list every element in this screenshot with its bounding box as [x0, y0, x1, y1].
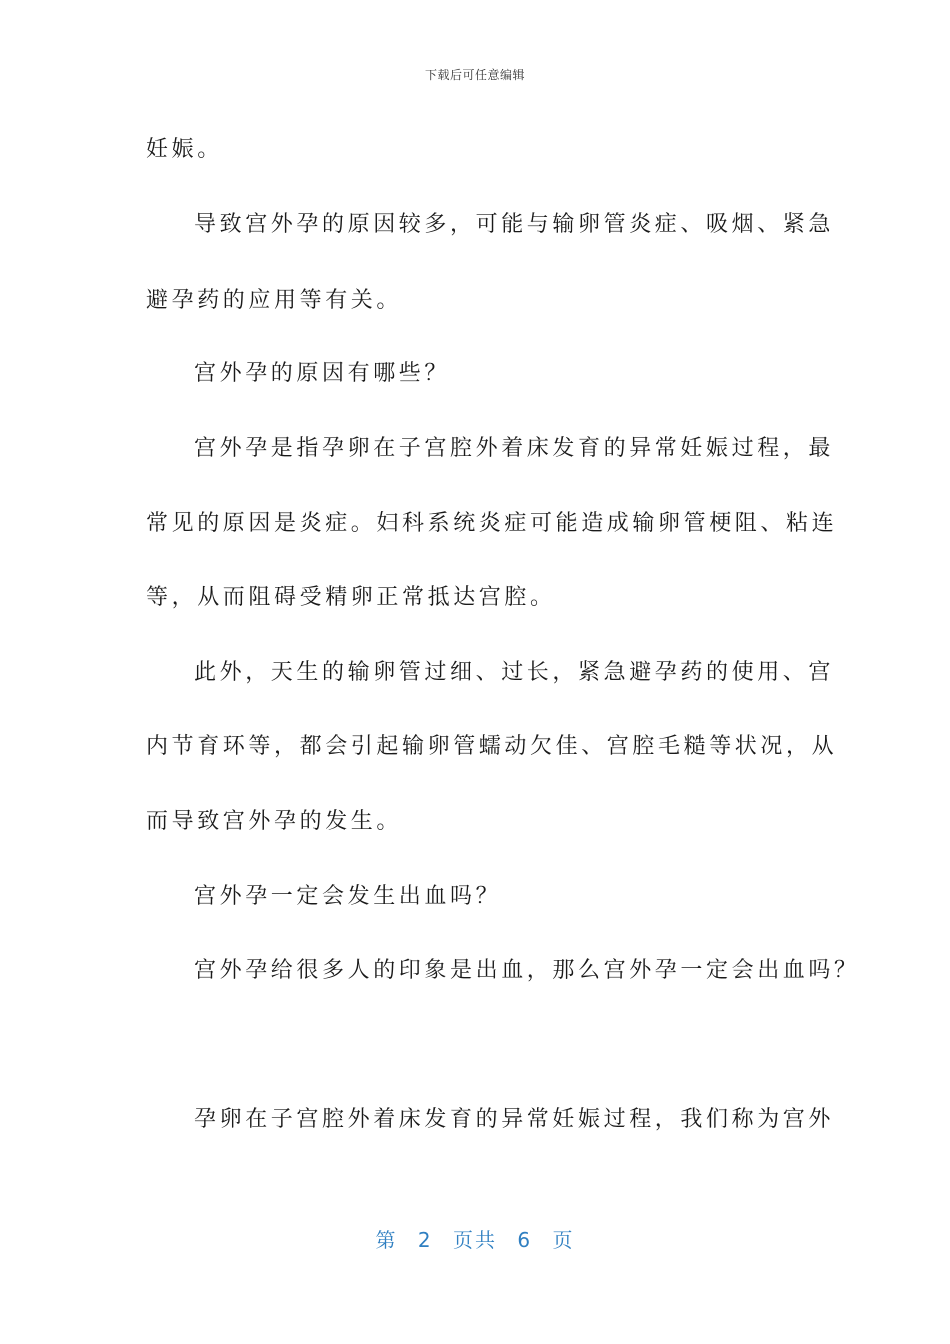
footer-prefix: 第 — [375, 1228, 398, 1252]
text-line: 此外，天生的输卵管过细、过长，紧急避孕药的使用、宫 — [194, 660, 835, 685]
footer-suffix: 页 — [552, 1228, 575, 1252]
text-line: 妊娠。 — [146, 137, 223, 162]
text-line: 宫外孕给很多人的印象是出血，那么宫外孕一定会出血吗？ — [194, 958, 860, 983]
total-pages-number: 6 — [517, 1228, 533, 1252]
text-line: 而导致宫外孕的发生。 — [146, 809, 403, 834]
text-line: 等，从而阻碍受精卵正常抵达宫腔。 — [146, 585, 556, 610]
text-line: 内节育环等，都会引起输卵管蠕动欠佳、宫腔毛糙等状况，从 — [146, 734, 838, 759]
text-line: 宫外孕的原因有哪些？ — [194, 361, 451, 386]
text-line: 宫外孕是指孕卵在子宫腔外着床发育的异常妊娠过程，最 — [194, 436, 835, 461]
page-footer — [0, 1224, 950, 1253]
page-header: 下载后可任意编辑 — [424, 68, 525, 82]
text-line: 避孕药的应用等有关。 — [146, 288, 403, 313]
text-line: 孕卵在子宫腔外着床发育的异常妊娠过程，我们称为宫外 — [194, 1107, 835, 1132]
footer-middle: 页共 — [453, 1228, 497, 1252]
text-line: 宫外孕一定会发生出血吗？ — [194, 884, 502, 909]
text-line: 导致宫外孕的原因较多，可能与输卵管炎症、吸烟、紧急 — [194, 212, 835, 237]
current-page-number: 2 — [417, 1228, 433, 1252]
text-line: 常见的原因是炎症。妇科系统炎症可能造成输卵管梗阻、粘连 — [146, 511, 838, 536]
